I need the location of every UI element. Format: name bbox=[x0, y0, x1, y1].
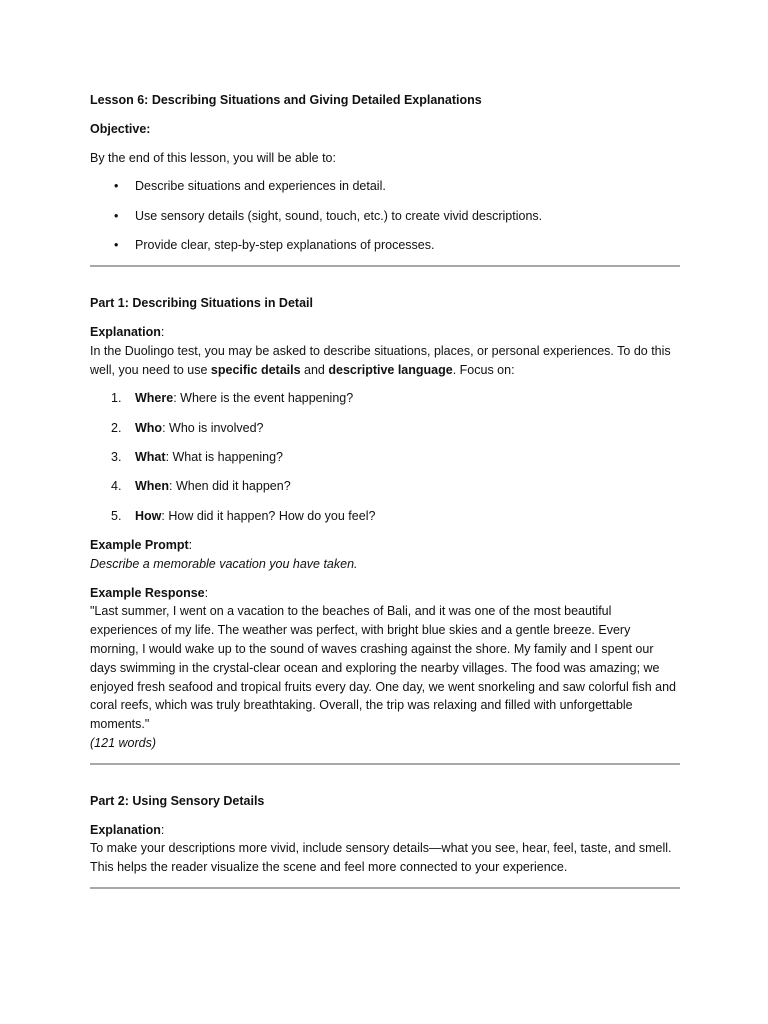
list-item bbox=[90, 448, 680, 467]
part2-title: Part 2: Using Sensory Details bbox=[90, 793, 265, 808]
focus-term: Where bbox=[135, 391, 174, 406]
focus-text: : Where is the event happening? bbox=[173, 391, 354, 406]
focus-text: : Who is involved? bbox=[162, 420, 264, 435]
document-content bbox=[90, 91, 680, 889]
focus-term: Who bbox=[135, 420, 163, 435]
focus-text: : What is happening? bbox=[165, 450, 284, 465]
explanation-text: and bbox=[300, 362, 329, 377]
list-item bbox=[90, 507, 680, 526]
list-number: 1. bbox=[111, 391, 122, 406]
response-label: Example Response bbox=[90, 585, 205, 600]
colon: : bbox=[160, 822, 165, 837]
part1-explanation bbox=[90, 323, 680, 379]
focus-list bbox=[90, 389, 680, 525]
list-item bbox=[90, 236, 680, 255]
explanation-label: Explanation bbox=[90, 325, 161, 340]
list-item bbox=[90, 419, 680, 438]
objective-label: Objective: bbox=[90, 121, 151, 136]
colon: : bbox=[160, 325, 165, 340]
horizontal-divider bbox=[90, 763, 680, 765]
explanation-text: To make your descriptions more vivid, include sensory details—what you see, hear, feel, taste, and smell. This helps the reader visualize the scene and feel more connected to your experience. bbox=[90, 841, 672, 875]
objective-intro: By the end of this lesson, you will be able to: bbox=[90, 150, 336, 165]
bullet-marker: • bbox=[114, 208, 119, 223]
focus-text: : How did it happen? How do you feel? bbox=[161, 508, 376, 523]
horizontal-divider bbox=[90, 265, 680, 267]
colon: : bbox=[188, 537, 193, 552]
explanation-text: . Focus on: bbox=[452, 362, 515, 377]
example-prompt bbox=[90, 536, 680, 574]
objectives-list bbox=[90, 177, 680, 254]
list-number: 4. bbox=[111, 479, 122, 494]
list-number: 5. bbox=[111, 508, 122, 523]
focus-text: : When did it happen? bbox=[169, 479, 291, 494]
bullet-marker: • bbox=[114, 179, 119, 194]
example-response bbox=[90, 584, 680, 753]
word-count: (121 words) bbox=[90, 735, 156, 750]
objective-text: Use sensory details (sight, sound, touch, etc.) to create vivid descriptions. bbox=[135, 208, 543, 223]
explanation-bold: descriptive language bbox=[328, 362, 453, 377]
focus-term: What bbox=[135, 450, 166, 465]
list-number: 3. bbox=[111, 450, 122, 465]
list-item bbox=[90, 177, 680, 196]
horizontal-divider bbox=[90, 887, 680, 889]
explanation-label: Explanation bbox=[90, 822, 161, 837]
list-item bbox=[90, 207, 680, 226]
explanation-text: In the Duolingo test, you may be asked to describe situations, places, or personal experiences. To do this well, you need to use bbox=[90, 343, 671, 377]
focus-term: When bbox=[135, 479, 170, 494]
focus-term: How bbox=[135, 508, 162, 523]
list-number: 2. bbox=[111, 420, 122, 435]
bullet-marker: • bbox=[114, 237, 119, 252]
colon: : bbox=[204, 585, 209, 600]
lesson-title: Lesson 6: Describing Situations and Giving Detailed Explanations bbox=[90, 93, 482, 107]
part2-explanation bbox=[90, 821, 680, 877]
list-item bbox=[90, 389, 680, 408]
explanation-bold: specific details bbox=[210, 362, 301, 377]
part1-title: Part 1: Describing Situations in Detail bbox=[90, 296, 313, 311]
objective-text: Provide clear, step-by-step explanations of processes. bbox=[135, 237, 435, 252]
objective-text: Describe situations and experiences in detail. bbox=[135, 179, 386, 194]
prompt-label: Example Prompt bbox=[90, 537, 189, 552]
list-item bbox=[90, 477, 680, 496]
prompt-text: Describe a memorable vacation you have taken. bbox=[90, 556, 358, 571]
response-text: "Last summer, I went on a vacation to the beaches of Bali, and it was one of the most beautiful experiences of my life. The weather was perfect, with bright blue skies and a gentle breeze. Every morning, I would wake up to the sound of waves crashing against the shore. My family and I spent our days swimming in the crystal-clear ocean and exploring the nearby villages. The food was amazing; we enjoyed fresh seafood and tropical fruits every day. One day, we went snorkeling and saw colorful fish and coral reefs, which was truly breathtaking. Overall, the trip was relaxing and filled with unforgettable moments." bbox=[90, 604, 676, 732]
